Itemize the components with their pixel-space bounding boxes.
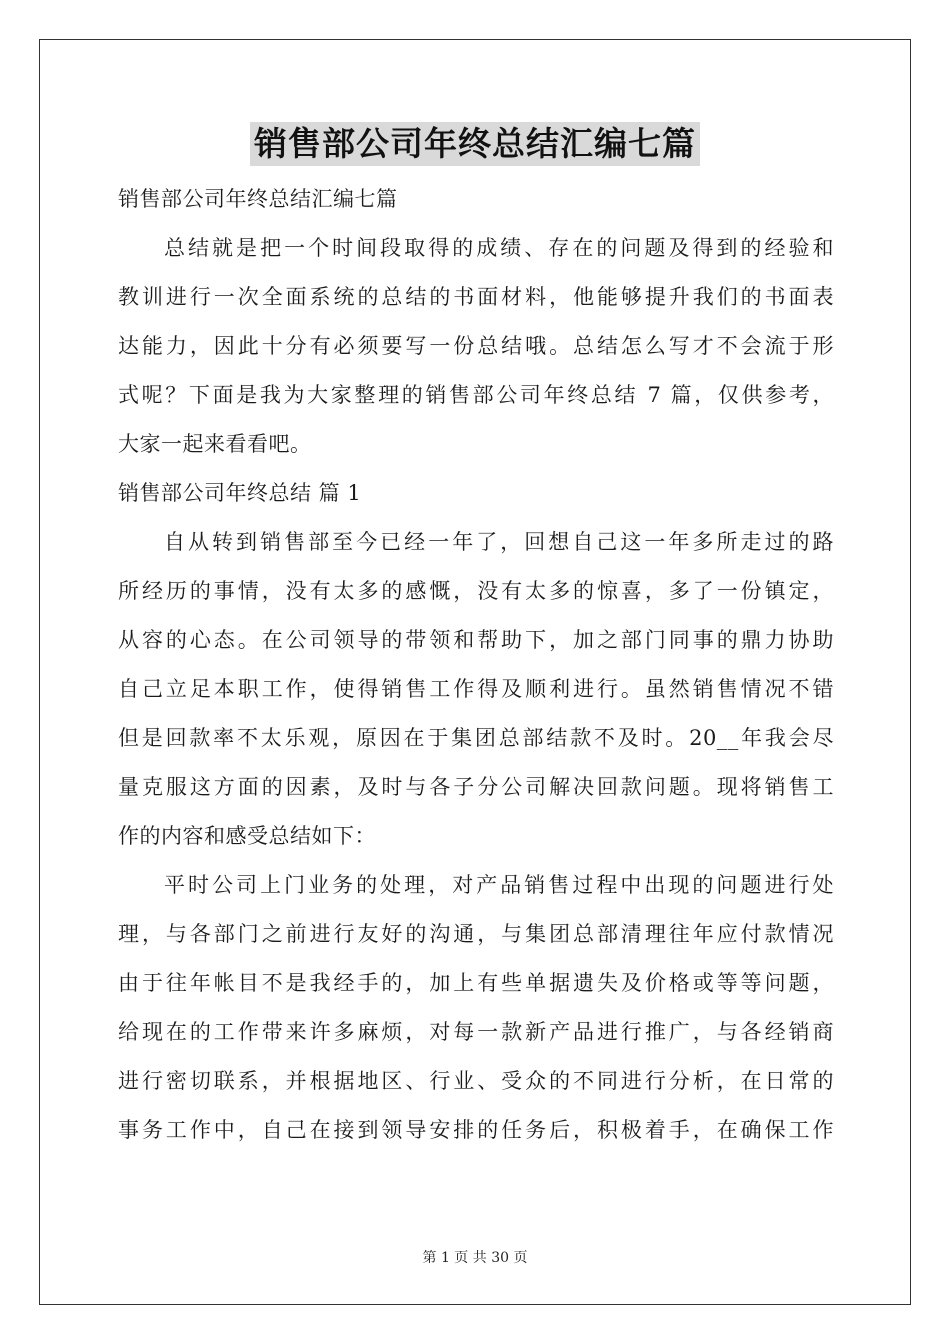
text-line: 销售部公司年终总结汇编七篇 [118,187,398,211]
text-line: 但是回款率不太乐观，原因在于集团总部结款不及时。20__年我会尽 [118,726,834,750]
text-line: 教训进行一次全面系统的总结的书面材料，他能够提升我们的书面表 [118,285,834,309]
text-line: 达能力，因此十分有必须要写一份总结哦。总结怎么写才不会流于形 [118,334,834,358]
text-line: 销售部公司年终总结 篇 1 [118,481,362,505]
text-line: 平时公司上门业务的处理，对产品销售过程中出现的问题进行处 [164,873,834,897]
text-line: 从容的心态。在公司领导的带领和帮助下，加之部门同事的鼎力协助 [118,628,834,652]
text-line: 作的内容和感受总结如下： [118,824,376,848]
text-line: 理，与各部门之前进行友好的沟通，与集团总部清理往年应付款情况 [118,922,834,946]
text-line: 所经历的事情，没有太多的感慨，没有太多的惊喜，多了一份镇定， [118,579,834,603]
document-body [118,178,834,1158]
text-line: 总结就是把一个时间段取得的成绩、存在的问题及得到的经验和 [164,236,834,260]
text-line: 事务工作中，自己在接到领导安排的任务后，积极着手，在确保工作 [118,1118,834,1142]
text-line: 给现在的工作带来许多麻烦，对每一款新产品进行推广，与各经销商 [118,1020,834,1044]
text-line: 式呢？下面是我为大家整理的销售部公司年终总结 7 篇，仅供参考， [118,383,834,407]
page-footer: 第 1 页 共 30 页 [422,1250,528,1266]
document-title: 销售部公司年终总结汇编七篇 [250,122,700,166]
text-line: 自从转到销售部至今已经一年了，回想自己这一年多所走过的路 [164,530,834,554]
title-container [0,122,950,166]
text-line: 进行密切联系，并根据地区、行业、受众的不同进行分析，在日常的 [118,1069,834,1093]
text-line: 由于往年帐目不是我经手的，加上有些单据遗失及价格或等等问题， [118,971,834,995]
text-line: 大家一起来看看吧。 [118,432,312,456]
text-line: 量克服这方面的因素，及时与各子分公司解决回款问题。现将销售工 [118,775,834,799]
text-line: 自己立足本职工作，使得销售工作得及顺利进行。虽然销售情况不错 [118,677,834,701]
